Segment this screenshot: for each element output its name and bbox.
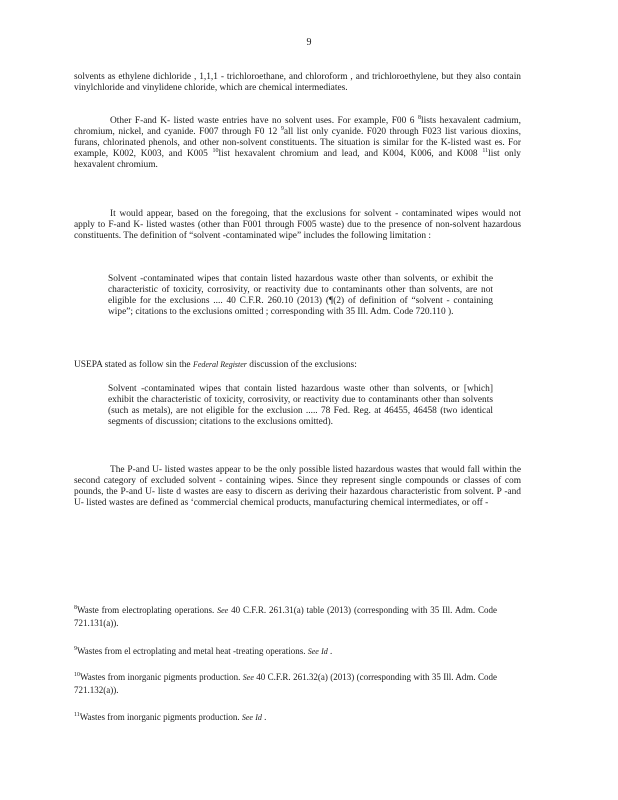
footnote-11 bbox=[74, 711, 497, 724]
text-run: Wastes from el ectroplating and metal heat -treating operations. bbox=[77, 646, 308, 656]
italic-id: Id bbox=[255, 713, 262, 722]
paragraph-f-k-listed bbox=[74, 116, 521, 171]
footnote-9 bbox=[74, 645, 497, 658]
italic-federal-register: Federal Register bbox=[192, 360, 247, 369]
text-run: all list only cyanide. F020 through F023 list various dioxins, furans, chlorinated phenols, and other non-solvent constituents. The situation is similar for the K-listed wast es. For example, K002, K003, and K005 bbox=[74, 127, 521, 159]
italic-see: See bbox=[217, 606, 229, 615]
footnote-ref-11[interactable]: 11 bbox=[482, 147, 489, 154]
text-run: . bbox=[261, 712, 267, 722]
footnote-number: 10 bbox=[74, 672, 80, 678]
text-run: discussion of the exclusions: bbox=[246, 360, 357, 370]
footnote-8 bbox=[74, 604, 497, 629]
footnote-ref-10[interactable]: 10 bbox=[212, 147, 219, 154]
paragraph-exclusions: It would appear, based on the foregoing, that the exclusions for solvent - contaminated wipes would not apply to F-and K- listed wastes (other than F001 through F005 waste) due to the presence of non-solvent hazardous constituents. The definition of “solvent -contaminated wipe” includes the following limitation : bbox=[74, 209, 521, 241]
page-number: 9 bbox=[306, 37, 312, 48]
paragraph-p-u-listed: The P-and U- listed wastes appear to be the only possible listed hazardous wastes that would fall within the second category of excluded solvent - containing wipes. Since they represent single compounds or classes of com pounds, the P-and U- liste d wastes are easy to discern as deriving their hazardous characteristic from solvent. P -and U- listed wastes are defined as ‘commercial chemical products, manufacturing chemical intermediates, or off - bbox=[74, 465, 521, 508]
text-run: . bbox=[327, 646, 333, 656]
text-run: Wastes from inorganic pigments production. bbox=[79, 712, 242, 722]
footnote-number: 8 bbox=[74, 605, 77, 611]
footnote-number: 9 bbox=[74, 646, 77, 652]
paragraph-usepa bbox=[74, 359, 521, 371]
italic-see: See bbox=[307, 647, 319, 656]
footnote-ref-8[interactable]: 8 bbox=[418, 114, 422, 121]
italic-see: See bbox=[242, 673, 254, 682]
footnote-10 bbox=[74, 671, 497, 696]
block-quote-definition: Solvent -contaminated wipes that contain listed hazardous waste other than solvents, or exhibit the characteristic of toxicity, corrosivity, or reactivity due to contaminants other than solvents, are not eligible for the exclusions .... 40 C.F.R. 260.10 (2013) (¶(2) of definition of “solvent - containing wipe”; citations to the exclusions omitted ; corresponding with 35 Ill. Adm. Code 720.110 ). bbox=[108, 274, 493, 317]
text-run: lists hexavalent cadmium, chromium, nickel, and cyanide. F007 through F0 12 bbox=[74, 116, 521, 137]
text-run: Waste from electroplating operations. bbox=[77, 605, 218, 615]
text-run: 40 C.F.R. 261.31(a) table (2013) (corresponding with 35 Ill. Adm. Code 721.131(a)). bbox=[74, 605, 497, 628]
text-run: 40 C.F.R. 261.32(a) (2013) (corresponding with 35 Ill. Adm. Code 721.132(a)). bbox=[74, 672, 497, 695]
text-run: list only hexavalent chromium. bbox=[74, 149, 521, 170]
italic-see: See bbox=[241, 713, 253, 722]
text-run: list hexavalent chromium and lead, and K004, K006, and K008 bbox=[218, 149, 483, 159]
block-quote-federal-register: Solvent -contaminated wipes that contain listed hazardous waste other than solvents, or [which] exhibit the characteristic of toxicity, corrosivity, or reactivity due to contaminants other than solvents (such as metals), are not eligible for the exclusion ..... 78 Fed. Reg. at 46455, 46458 (two identical segments of discussion; citations to the exclusions omitted). bbox=[108, 384, 493, 427]
footnote-ref-9[interactable]: 9 bbox=[280, 125, 284, 132]
footnote-number: 11 bbox=[74, 712, 80, 718]
text-run: Wastes from inorganic pigments production. bbox=[80, 672, 243, 682]
text-run: Other F-and K- listed waste entries have no solvent uses. For example, F00 6 bbox=[110, 116, 419, 126]
paragraph-solvents: solvents as ethylene dichloride , 1,1,1 - trichloroethane, and chloroform , and trichloroethylene, but they also contain vinylchloride and vinylidene chloride, which are chemical intermediates. bbox=[74, 72, 521, 93]
italic-id: Id bbox=[321, 647, 328, 656]
text-run: USEPA stated as follow sin the bbox=[74, 360, 193, 370]
